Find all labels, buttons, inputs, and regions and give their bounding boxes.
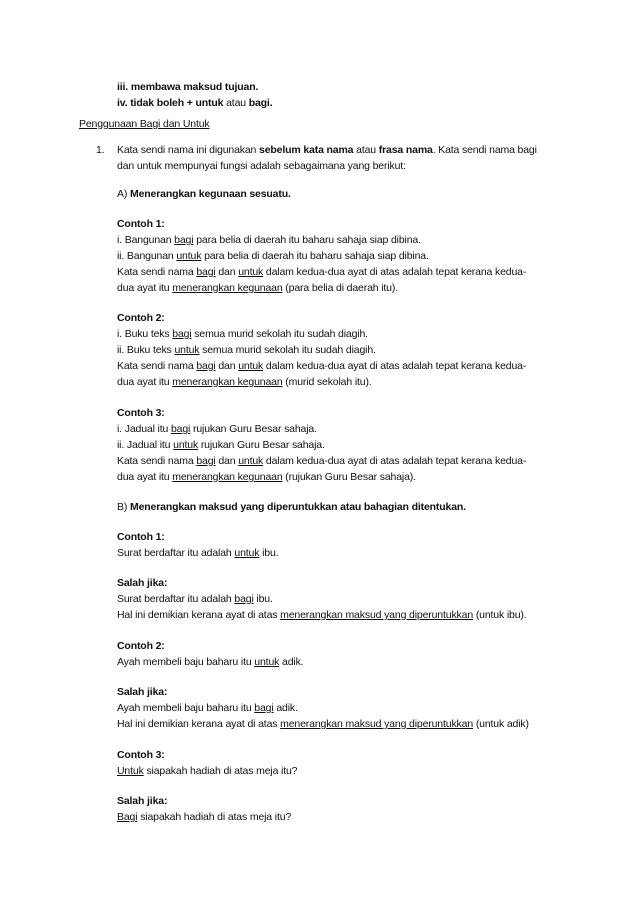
a-ex1-ii-post: para belia di daerah itu baharu sahaja siap dibina. — [201, 250, 429, 262]
a-ex2-e2-b: menerangkan kegunaan — [172, 376, 283, 388]
item1-text-e: . Kata sendi nama bagi — [432, 144, 537, 156]
b-ex2-w-pre: Ayah membeli baju baharu itu — [117, 702, 255, 714]
a-ex1-sentence-i — [117, 233, 421, 247]
a-ex3-i-pre: i. Jadual itu — [117, 423, 171, 435]
a-ex1-label-text: Contoh 1: — [117, 218, 165, 230]
b-ex2-x-pre: Hal ini demikian kerana ayat di atas — [117, 718, 281, 730]
a-ex1-ii-pre: ii. Bangunan — [117, 250, 177, 262]
b-ex1-sentence — [117, 546, 278, 560]
a-ex2-label-text: Contoh 2: — [117, 312, 165, 324]
a-ex3-e2-a: dua ayat itu — [117, 471, 173, 483]
b-ex2-explanation — [117, 717, 529, 731]
a-ex3-e1-a: Kata sendi nama — [117, 455, 197, 467]
a-ex2-i-pre: i. Buku teks — [117, 328, 173, 340]
a-ex2-ii-post: semua murid sekolah itu sudah diagih. — [199, 344, 376, 356]
item1-line1 — [117, 143, 537, 157]
a-ex2-sentence-i — [117, 327, 368, 341]
a-ex3-i-underlined: bagi — [170, 423, 191, 435]
a-ex3-e2-b: menerangkan kegunaan — [172, 471, 283, 483]
item1-text-a: Kata sendi nama ini digunakan — [117, 144, 260, 156]
item1-number: 1. — [96, 144, 105, 156]
b-ex1-wrong-label — [117, 576, 167, 590]
b-ex3-wrong-label — [117, 794, 167, 808]
b-ex1-s-underlined: untuk — [234, 547, 260, 559]
b-ex2-w-underlined: bagi — [254, 702, 274, 714]
list-item-iii — [117, 80, 258, 94]
a-ex3-ii-post: rujukan Guru Besar sahaja. — [198, 439, 325, 451]
a-ex1-explanation-1 — [117, 265, 526, 279]
b-ex1-w-post: ibu. — [253, 593, 273, 605]
item1-text-b: sebelum kata nama — [259, 144, 354, 156]
a-ex2-e1-b: bagi — [196, 360, 216, 372]
b-ex1-x-underlined: menerangkan maksud yang diperuntukkan — [280, 609, 474, 621]
a-ex1-e1-a: Kata sendi nama — [117, 266, 197, 278]
b-ex2-s-post: adik. — [279, 656, 304, 668]
b-ex2-s-underlined: untuk — [254, 656, 280, 668]
b-ex1-label — [117, 530, 165, 544]
list-item-iv-bold: iv. tidak boleh + untuk — [117, 97, 224, 109]
b-ex2-sentence — [117, 655, 303, 669]
a-ex2-explanation-1 — [117, 359, 526, 373]
section-a-title: Menerangkan kegunaan sesuatu. — [129, 188, 291, 200]
a-ex1-ii-underlined: untuk — [176, 250, 202, 262]
a-ex1-e1-d: untuk — [238, 266, 264, 278]
a-ex2-sentence-ii — [117, 343, 376, 357]
list-item-iv-mid: atau — [223, 97, 249, 109]
b-ex2-s-pre: Ayah membeli baju baharu itu — [117, 656, 255, 668]
a-ex1-i-post: para belia di daerah itu baharu sahaja siap dibina. — [193, 234, 421, 246]
section-b-prefix: B) — [117, 501, 130, 513]
b-ex2-wrong-label — [117, 685, 167, 699]
a-ex2-e1-e: dalam kedua-dua ayat di atas adalah tepat kerana kedua- — [263, 360, 527, 372]
a-ex2-e1-d: untuk — [238, 360, 264, 372]
b-ex1-s-pre: Surat berdaftar itu adalah — [117, 547, 235, 559]
b-ex1-wrong-sentence — [117, 592, 273, 606]
b-ex3-label — [117, 748, 165, 762]
b-ex2-label-text: Contoh 2: — [117, 640, 165, 652]
a-ex3-label-text: Contoh 3: — [117, 407, 165, 419]
item1-text-d: frasa nama — [378, 144, 433, 156]
a-ex3-explanation-2 — [117, 470, 416, 484]
section-b-heading — [117, 500, 466, 514]
b-ex2-wrong-sentence — [117, 701, 298, 715]
b-ex1-label-text: Contoh 1: — [117, 531, 165, 543]
section-a-heading — [117, 187, 291, 201]
section-heading-text: Penggunaan Bagi dan Untuk — [79, 118, 210, 130]
a-ex2-label — [117, 311, 165, 325]
b-ex2-wrong-label-text: Salah jika: — [117, 686, 168, 698]
list-item-iv-end: bagi. — [248, 97, 273, 109]
a-ex1-i-pre: i. Bangunan — [117, 234, 175, 246]
b-ex1-w-underlined: bagi — [234, 593, 254, 605]
b-ex2-label — [117, 639, 165, 653]
a-ex3-i-post: rujukan Guru Besar sahaja. — [190, 423, 317, 435]
item1-line2: dan untuk mempunyai fungsi adalah sebagaimana yang berikut: — [117, 160, 406, 172]
a-ex1-e1-b: bagi — [196, 266, 216, 278]
b-ex3-s-underlined: Untuk — [117, 765, 144, 777]
b-ex3-s-post: siapakah hadiah di atas meja itu? — [143, 765, 298, 777]
a-ex2-ii-underlined: untuk — [174, 344, 200, 356]
a-ex1-e2-b: menerangkan kegunaan — [172, 282, 283, 294]
a-ex3-e1-e: dalam kedua-dua ayat di atas adalah tepat kerana kedua- — [263, 455, 527, 467]
b-ex1-explanation — [117, 608, 527, 622]
a-ex1-e1-c: dan — [215, 266, 239, 278]
b-ex3-w-post: siapakah hadiah di atas meja itu? — [137, 811, 292, 823]
b-ex3-sentence — [117, 764, 297, 778]
a-ex2-e1-a: Kata sendi nama — [117, 360, 197, 372]
b-ex2-w-post: adik. — [273, 702, 298, 714]
section-a-prefix: A) — [117, 188, 130, 200]
a-ex2-e2-a: dua ayat itu — [117, 376, 173, 388]
a-ex3-e1-c: dan — [215, 455, 239, 467]
a-ex3-ii-underlined: untuk — [173, 439, 199, 451]
b-ex1-x-pre: Hal ini demikian kerana ayat di atas — [117, 609, 281, 621]
b-ex3-wrong-label-text: Salah jika: — [117, 795, 168, 807]
b-ex1-x-post: (untuk ibu). — [473, 609, 527, 621]
a-ex2-e1-c: dan — [215, 360, 239, 372]
list-item-iii-text: iii. membawa maksud tujuan. — [117, 81, 259, 93]
a-ex1-i-underlined: bagi — [174, 234, 194, 246]
a-ex2-ii-pre: ii. Buku teks — [117, 344, 175, 356]
a-ex1-label — [117, 217, 165, 231]
a-ex3-e1-b: bagi — [196, 455, 216, 467]
a-ex2-i-underlined: bagi — [172, 328, 192, 340]
b-ex3-wrong-sentence — [117, 810, 291, 824]
section-b-title: Menerangkan maksud yang diperuntukkan atau bahagian ditentukan. — [129, 501, 466, 513]
a-ex3-label — [117, 406, 165, 420]
b-ex1-s-post: ibu. — [259, 547, 279, 559]
item1-text-c: atau — [353, 144, 379, 156]
b-ex2-x-underlined: menerangkan maksud yang diperuntukkan — [280, 718, 474, 730]
a-ex3-e1-d: untuk — [238, 455, 264, 467]
b-ex1-wrong-label-text: Salah jika: — [117, 577, 168, 589]
b-ex1-w-pre: Surat berdaftar itu adalah — [117, 593, 235, 605]
b-ex3-w-underlined: Bagi — [117, 811, 138, 823]
a-ex1-e2-c: (para belia di daerah itu). — [282, 282, 398, 294]
a-ex3-explanation-1 — [117, 454, 526, 468]
a-ex3-sentence-i — [117, 422, 317, 436]
a-ex3-e2-c: (rujukan Guru Besar sahaja). — [282, 471, 416, 483]
a-ex3-sentence-ii — [117, 438, 325, 452]
a-ex2-explanation-2 — [117, 375, 372, 389]
a-ex1-e1-e: dalam kedua-dua ayat di atas adalah tepat kerana kedua- — [263, 266, 527, 278]
a-ex2-i-post: semua murid sekolah itu sudah diagih. — [191, 328, 368, 340]
a-ex1-sentence-ii — [117, 249, 429, 263]
a-ex1-explanation-2 — [117, 281, 398, 295]
b-ex2-x-post: (untuk adik) — [473, 718, 529, 730]
a-ex1-e2-a: dua ayat itu — [117, 282, 173, 294]
a-ex3-ii-pre: ii. Jadual itu — [117, 439, 174, 451]
list-item-iv — [117, 96, 272, 110]
a-ex2-e2-c: (murid sekolah itu). — [282, 376, 372, 388]
section-heading — [79, 117, 210, 131]
b-ex3-label-text: Contoh 3: — [117, 749, 165, 761]
